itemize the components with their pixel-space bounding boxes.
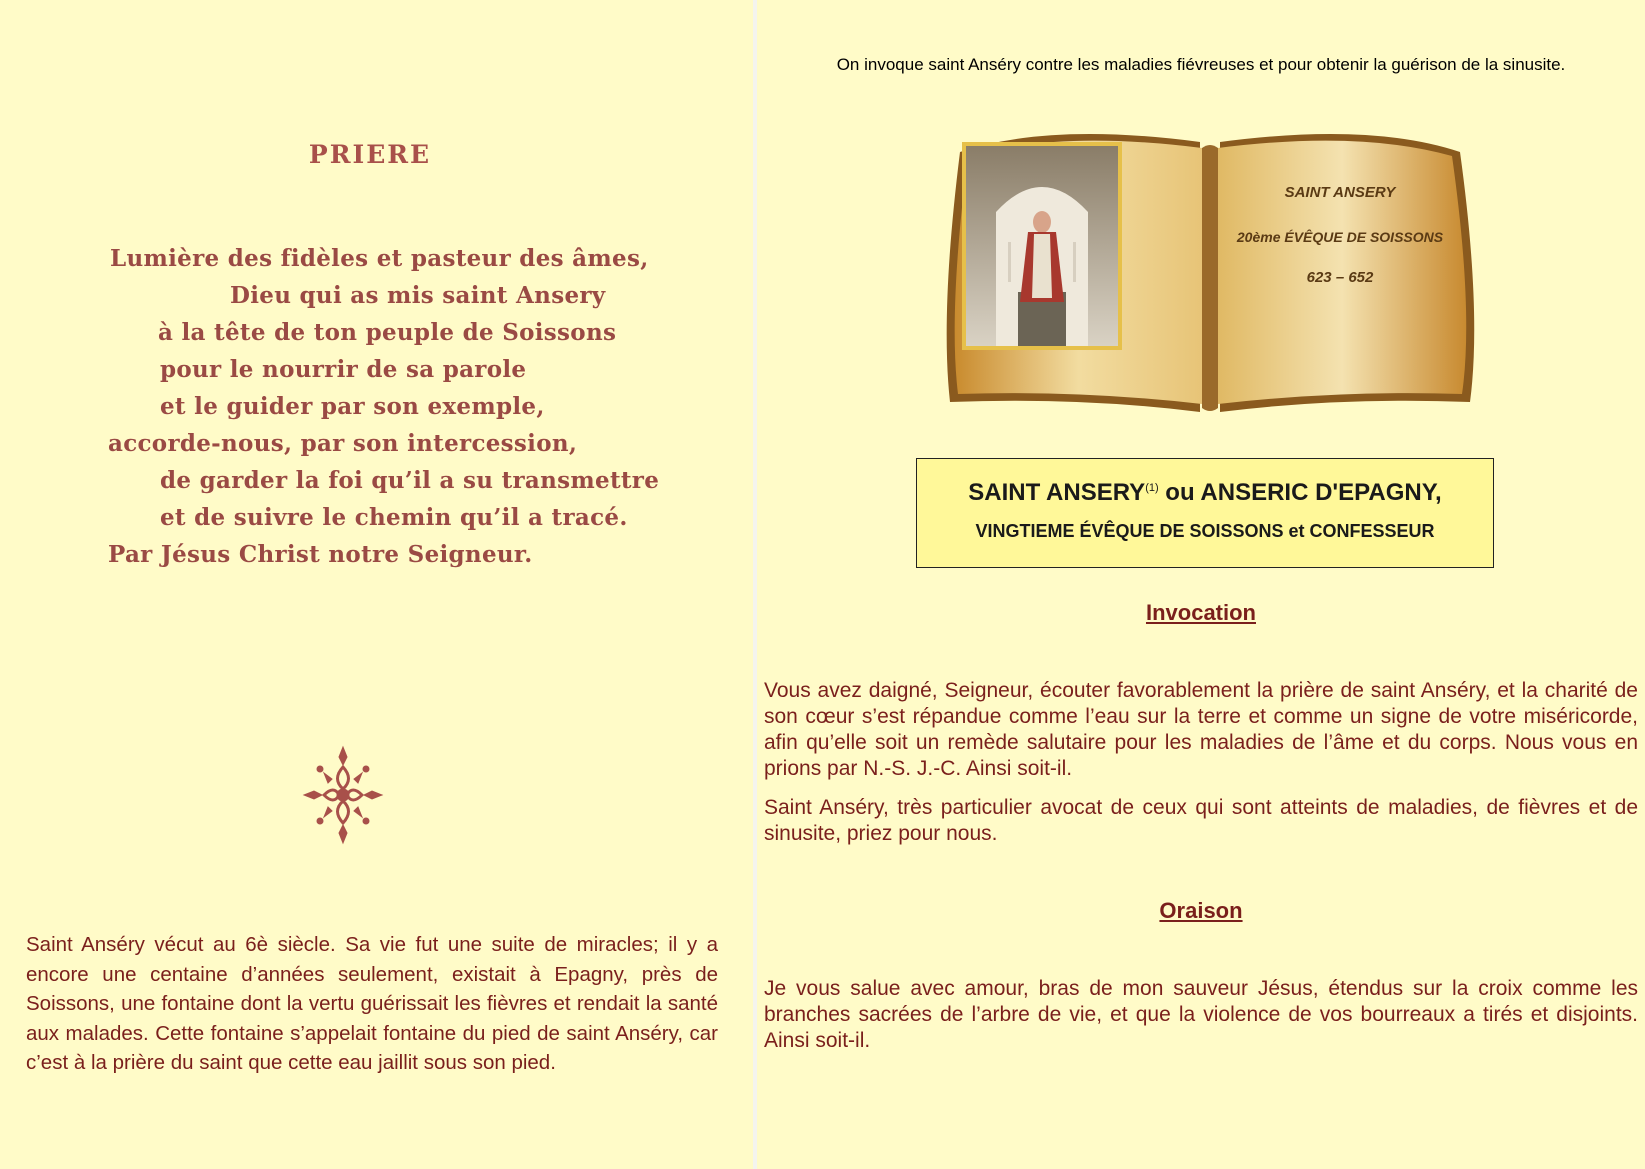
cross-ornament-icon <box>302 745 384 845</box>
intro-text: On invoque saint Anséry contre les maladies fiévreuses et pour obtenir la guérison de la sinusite. <box>836 55 1566 74</box>
prayer-line-1: Lumière des fidèles et pasteur des âmes, <box>110 245 649 272</box>
prayer-line-6: accorde-nous, par son intercession, <box>108 430 578 457</box>
book-line-2: 20ème ÉVÊQUE DE SOISSONS <box>1236 229 1444 245</box>
book-line-3: 623 – 652 <box>1306 269 1374 286</box>
prayer-line-7: de garder la foi qu’il a su transmettre <box>160 467 660 494</box>
prayer-line-8: et de suivre le chemin qu’il a tracé. <box>160 504 628 531</box>
invocation-heading: Invocation <box>1145 600 1256 625</box>
prayer-title: PRIERE <box>308 140 432 169</box>
open-book-image <box>930 112 1490 422</box>
footnote-marker: (1) <box>1145 482 1159 494</box>
oraison-text: Je vous salue avec amour, bras de mon sauveur Jésus, étendus sur la croix comme les branches sacrées de l’arbre de vie, et que la violence de vos bourreaux a tirés et disjoints. Ainsi soit-il. <box>764 977 1638 1052</box>
title-box <box>916 458 1494 568</box>
invocation-text: Vous avez daigné, Seigneur, écouter favorablement la prière de saint Anséry, et la charité de son cœur s’est répandue comme l’eau sur la terre et comme un signe de votre miséricorde, afin qu’elle soit un remède salutaire pour les maladies de l’âme et du corps. Nous vous en prions par N.-S. J.-C. Ainsi soit-il. <box>764 679 1638 780</box>
prayer-line-9: Par Jésus Christ notre Seigneur. <box>108 541 533 568</box>
title-main: SAINT ANSERY$^{(1)}$ ou ANSERIC D'EPAGNY, <box>968 479 1442 506</box>
title-subtitle: VINGTIEME ÉVÊQUE DE SOISSONS et CONFESSEUR <box>975 521 1435 541</box>
prayer-line-4: pour le nourrir de sa parole <box>160 356 527 383</box>
invocation-plea: Saint Anséry, très particulier avocat de ceux qui sont atteints de maladies, de fièvres et de sinusite, priez pour nous. <box>764 796 1638 845</box>
oraison-heading: Oraison <box>1159 898 1243 923</box>
biography-paragraph: Saint Anséry vécut au 6è siècle. Sa vie fut une suite de miracles; il y a encore une centaine d’années seulement, existait à Epagny, près de Soissons, une fontaine dont la vertu guérissait les fièvres et rendait la santé aux malades. Cette fontaine s’appelait fontaine du pied de saint Anséry, car c’est à la prière du saint que cette eau jaillit sous son pied. <box>26 933 718 1074</box>
prayer-line-5: et le guider par son exemple, <box>160 393 545 420</box>
prayer-line-2: Dieu qui as mis saint Ansery <box>230 282 606 309</box>
book-line-1: SAINT ANSERY <box>1284 184 1396 201</box>
prayer-line-3: à la tête de ton peuple de Soissons <box>158 319 617 346</box>
